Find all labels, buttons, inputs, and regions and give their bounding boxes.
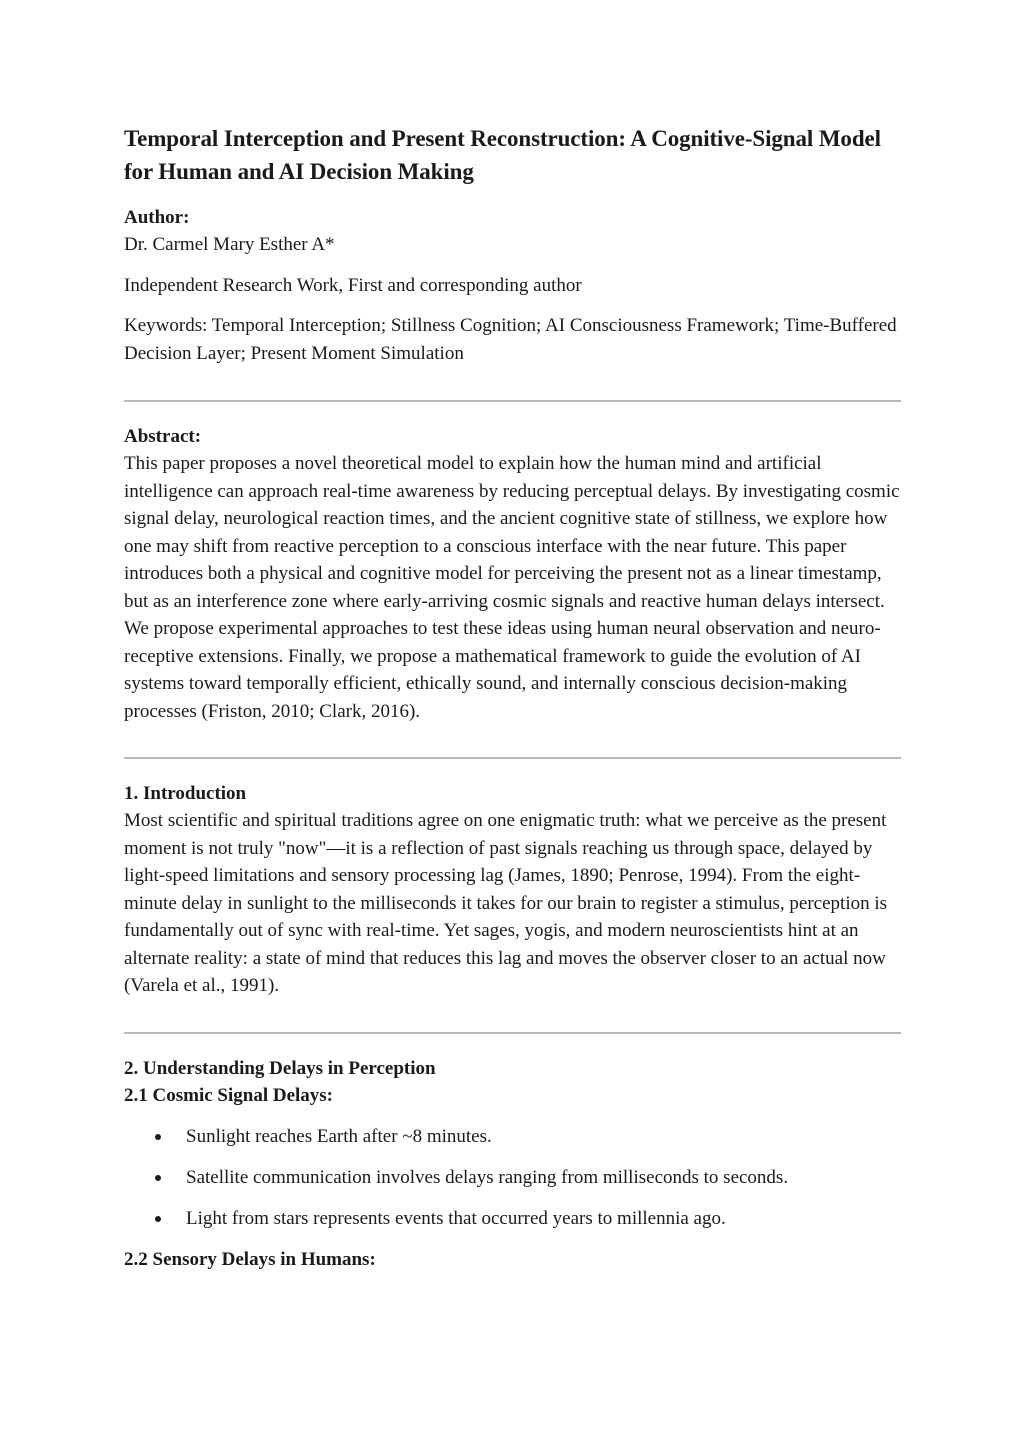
list-item [124,1205,901,1232]
subsection-2-1-heading: 2.1 Cosmic Signal Delays: [124,1084,333,1106]
list-item [124,1123,901,1150]
section-divider [124,1032,901,1034]
author-name: Dr. Carmel Mary Esther A* [124,234,335,255]
list-item [124,1164,901,1191]
list-item-text: Satellite communication involves delays ranging from milliseconds to seconds. [186,1166,789,1188]
list-item-text: Light from stars represents events that occurred years to millennia ago. [186,1207,726,1229]
paper-title: Temporal Interception and Present Reconstruction: A Cognitive-Signal Model for Human and AI Decision Making [124,126,881,184]
introduction-section [124,780,901,1000]
abstract-body: This paper proposes a novel theoretical model to explain how the human mind and artificial intelligence can approach real-time awareness by reducing perceptual delays. By investigating cosmic signal delay, neurological reaction times, and the ancient cognitive state of stillness, we explore how one may shift from reactive perception to a conscious interface with the near future. This paper introduces both a physical and cognitive model for perceiving the present not as a linear timestamp, but as an interference zone where early-arriving cosmic signals and reactive human delays intersect. We propose experimental approaches to test these ideas using human neural observation and neuro-receptive extensions. Finally, we propose a mathematical framework to guide the evolution of AI systems toward temporally efficient, ethically sound, and internally conscious decision-making processes (Friston, 2010; Clark, 2016). [124,453,900,722]
section-2 [124,1055,901,1273]
section-divider [124,757,901,759]
section-divider [124,400,901,402]
introduction-heading: 1. Introduction [124,783,247,804]
section-2-heading: 2. Understanding Delays in Perception [124,1057,436,1079]
bullet-icon [155,1175,161,1181]
list-item-text: Sunlight reaches Earth after ~8 minutes. [186,1125,492,1147]
author-block [124,204,901,259]
cosmic-delay-list [124,1123,901,1232]
paper-page [124,122,901,1273]
author-affiliation: Independent Research Work, First and corresponding author [124,274,582,296]
introduction-body: Most scientific and spiritual traditions agree on one enigmatic truth: what we perceive as the present moment is not truly "now"—it is a reflection of past signals reaching us through space, delayed by light-speed limitations and sensory processing lag (James, 1890; Penrose, 1994). From the eight-minute delay in sunlight to the milliseconds it takes for our brain to register a stimulus, perception is fundamentally out of sync with real-time. Yet sages, yogis, and modern neuroscientists hint at an alternate reality: a state of mind that reduces this lag and moves the observer closer to an actual now (Varela et al., 1991). [124,810,888,996]
abstract-section [124,423,901,725]
bullet-icon [155,1134,161,1140]
subsection-2-2-heading: 2.2 Sensory Delays in Humans: [124,1248,376,1270]
bullet-icon [155,1216,161,1222]
abstract-heading: Abstract: [124,426,202,447]
keywords: Keywords: Temporal Interception; Stillness Cognition; AI Consciousness Framework; Time-Buffered Decision Layer; Present Moment Simulation [124,315,897,364]
author-label: Author: [124,207,190,228]
